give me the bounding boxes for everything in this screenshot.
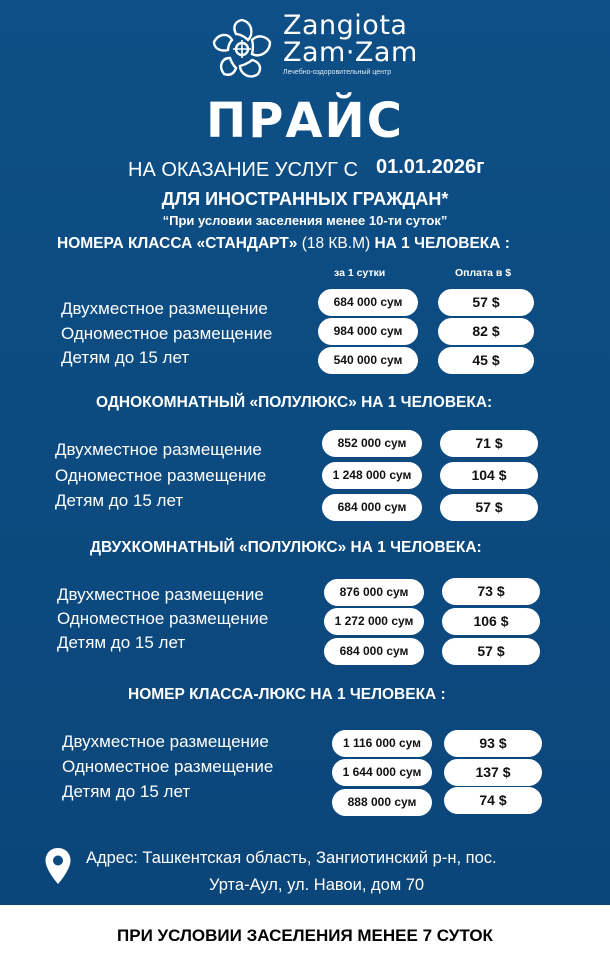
price-usd-pill: 93 $ [444, 730, 542, 757]
brand-block [283, 12, 418, 76]
page-title: ПРАЙС [206, 93, 404, 149]
price-sum-pill: 1 116 000 сум [332, 730, 432, 757]
price-sum-pill: 1 644 000 сум [332, 759, 432, 786]
price-sum-pill: 684 000 сум [318, 289, 418, 316]
price-sum-pill: 876 000 сум [324, 579, 424, 606]
subtitle-date: 01.01.2026г [376, 156, 485, 178]
audience-heading: ДЛЯ ИНОСТРАННЫХ ГРАЖДАН* [161, 189, 449, 209]
row-label: Одноместное размещение [61, 324, 273, 343]
subtitle-prefix: НА ОКАЗАНИЕ УСЛУГ С [128, 159, 358, 181]
price-sum-pill: 684 000 сум [322, 494, 422, 521]
price-usd-pill: 73 $ [442, 578, 540, 605]
row-label: Детям до 15 лет [57, 633, 186, 652]
row-label: Двухместное размещение [61, 299, 268, 318]
address-line-2: Урта-Аул, ул. Навои, дом 70 [209, 876, 425, 894]
price-usd-pill: 137 $ [444, 759, 542, 786]
brand-name-line1: Zangiota [283, 10, 408, 41]
section-title-semi-lux-2room: ДВУХКОМНАТНЫЙ «ПОЛУЛЮКС» НА 1 ЧЕЛОВЕКА: [90, 539, 482, 556]
price-sum-pill: 684 000 сум [324, 638, 424, 665]
row-label: Детям до 15 лет [61, 348, 190, 367]
flower-logo-icon [206, 12, 278, 84]
price-sum-pill: 984 000 сум [318, 318, 418, 345]
price-usd-pill: 57 $ [440, 494, 538, 521]
row-label: Детям до 15 лет [55, 491, 184, 510]
brand-subtitle: Лечебно-оздоровительный центр [283, 69, 392, 76]
column-header-per-day: за 1 сутки [334, 267, 386, 279]
price-sum-pill: 852 000 сум [322, 430, 422, 457]
price-sum-pill: 1 272 000 сум [324, 608, 424, 635]
section-title-standard: НОМЕРА КЛАССА «СТАНДАРТ» (18 КВ.М) НА 1 ЧЕЛОВЕКА : [57, 235, 510, 252]
column-header-usd: Оплата в $ [455, 267, 512, 279]
address-line-1: Адрес: Ташкентская область, Зангиотинский р-н, пос. [86, 849, 497, 867]
price-usd-pill: 82 $ [438, 318, 534, 345]
row-label: Одноместное размещение [62, 757, 274, 776]
section-title-semi-lux-1room: ОДНОКОМНАТНЫЙ «ПОЛУЛЮКС» НА 1 ЧЕЛОВЕКА: [96, 394, 493, 411]
price-usd-pill: 104 $ [440, 462, 538, 489]
price-sum-pill: 540 000 сум [318, 347, 418, 374]
row-label: Двухместное размещение [57, 585, 264, 604]
price-usd-pill: 45 $ [438, 347, 534, 374]
price-sum-pill: 1 248 000 сум [322, 462, 422, 489]
price-usd-pill: 74 $ [444, 787, 542, 814]
row-label: Детям до 15 лет [62, 782, 191, 801]
map-pin-icon [44, 847, 72, 885]
price-sum-pill: 888 000 сум [332, 789, 432, 816]
row-label: Одноместное размещение [57, 609, 269, 628]
row-label: Двухместное размещение [62, 732, 269, 751]
condition-note: “При условии заселения менее 10-ти суток” [162, 213, 448, 228]
price-usd-pill: 71 $ [440, 430, 538, 457]
section-title-lux: НОМЕР КЛАССА-ЛЮКС НА 1 ЧЕЛОВЕКА : [128, 686, 446, 703]
row-label: Двухместное размещение [55, 440, 262, 459]
price-usd-pill: 57 $ [438, 289, 534, 316]
price-usd-pill: 106 $ [442, 608, 540, 635]
footer-condition: ПРИ УСЛОВИИ ЗАСЕЛЕНИЯ МЕНЕЕ 7 СУТОК [0, 905, 610, 967]
price-usd-pill: 57 $ [442, 638, 540, 665]
brand-name-line2: Zam·Zam [283, 37, 418, 68]
row-label: Одноместное размещение [55, 466, 267, 485]
